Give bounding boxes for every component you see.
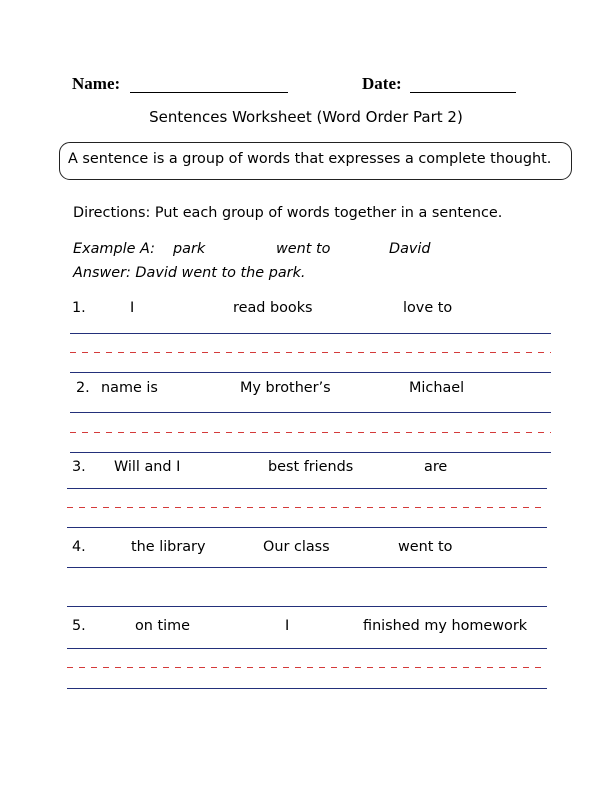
example-answer: Answer: David went to the park. [73,265,306,281]
writing-line-midline [70,352,551,353]
writing-line-midline [67,507,547,508]
writing-line-base[interactable] [67,688,547,689]
writing-line-midline [67,667,547,668]
writing-line-midline [70,432,551,433]
writing-line-base[interactable] [70,452,551,453]
item-number: 1. [72,300,86,316]
word-group: name is [101,380,158,396]
word-group: went to [398,539,453,555]
writing-line-top[interactable] [70,333,551,334]
word-group: I [130,300,135,316]
word-group: are [424,459,448,475]
writing-line-top[interactable] [70,412,551,413]
example-word: went to [276,241,331,257]
writing-line-top[interactable] [67,488,547,489]
date-blank-line[interactable] [410,92,516,93]
writing-line-top[interactable] [67,567,547,568]
directions-text: Directions: Put each group of words together in a sentence. [73,205,503,221]
writing-line-base[interactable] [70,372,551,373]
worksheet-title: Sentences Worksheet (Word Order Part 2) [149,108,463,126]
word-group: best friends [268,459,354,475]
example-word: David [389,241,431,257]
word-group: Michael [409,380,465,396]
item-number: 2. [76,380,90,396]
word-group: read books [233,300,313,316]
word-group: the library [131,539,206,555]
writing-line-top[interactable] [67,648,547,649]
item-number: 5. [72,618,86,634]
example-word: park [173,241,206,257]
word-group: finished my homework [363,618,528,634]
word-group: Will and I [114,459,181,475]
item-number: 3. [72,459,86,475]
word-group: on time [135,618,191,634]
date-label: Date: [362,74,402,93]
word-group: love to [403,300,453,316]
word-group: Our class [263,539,330,555]
word-group: I [285,618,290,634]
word-group: My brother’s [240,380,331,396]
example-label: Example A: [73,241,155,257]
name-label: Name: [72,74,121,93]
name-blank-line[interactable] [130,92,288,93]
item-number: 4. [72,539,86,555]
writing-line-base[interactable] [67,606,547,607]
writing-line-base[interactable] [67,527,547,528]
definition-text: A sentence is a group of words that expresses a complete thought. [68,151,552,167]
